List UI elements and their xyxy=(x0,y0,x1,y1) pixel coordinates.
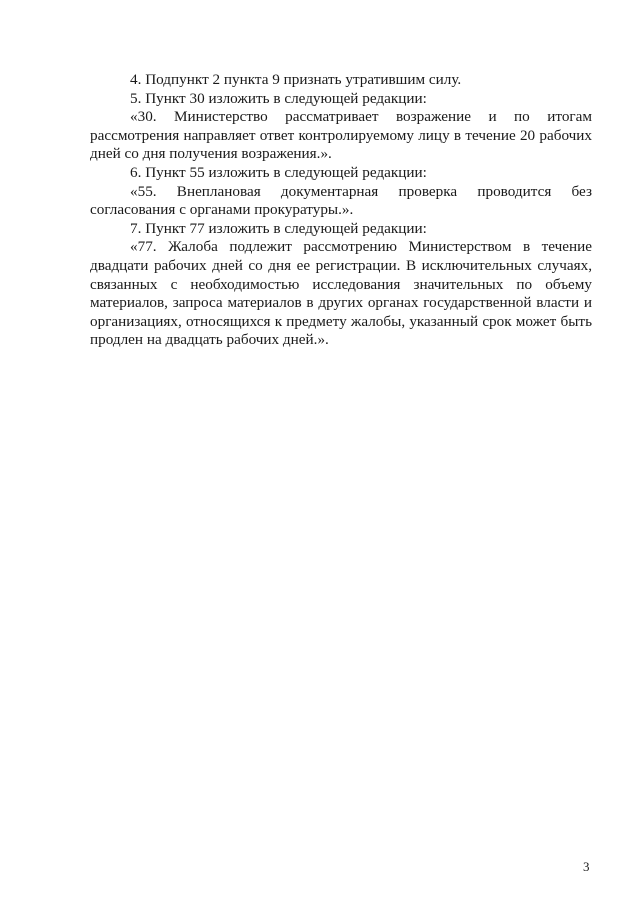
paragraph-item-4: 4. Подпункт 2 пункта 9 признать утратившим силу. xyxy=(130,71,462,88)
paragraph-item-5: 5. Пункт 30 изложить в следующей редакции: xyxy=(130,89,427,107)
paragraph-quote-77: «77. Жалоба подлежит рассмотрению Министерством в течение двадцати рабочих дней со дня ее регистрации. В исключительных случаях, связанных с необходимостью исследования значительных по объему материалов, запроса материалов в других органах государственной власти и организациях, относящихся к предмету жалобы, указанный срок может быть продлен на двадцать рабочих дней.». xyxy=(90,238,592,349)
paragraph-item-6: 6. Пункт 55 изложить в следующей редакции: xyxy=(130,163,427,181)
paragraph-quote-55: «55. Внеплановая документарная проверка проводится без согласования с органами прокуратуры.». xyxy=(90,182,592,219)
paragraph-quote-30: «30. Министерство рассматривает возражение и по итогам рассмотрения направляет ответ контролируемому лицу в течение 20 рабочих дней со дня получения возражения.». xyxy=(90,108,592,163)
paragraph-item-7: 7. Пункт 77 изложить в следующей редакции: xyxy=(130,219,427,237)
page-number: 3 xyxy=(583,859,590,874)
document-body xyxy=(90,71,592,350)
